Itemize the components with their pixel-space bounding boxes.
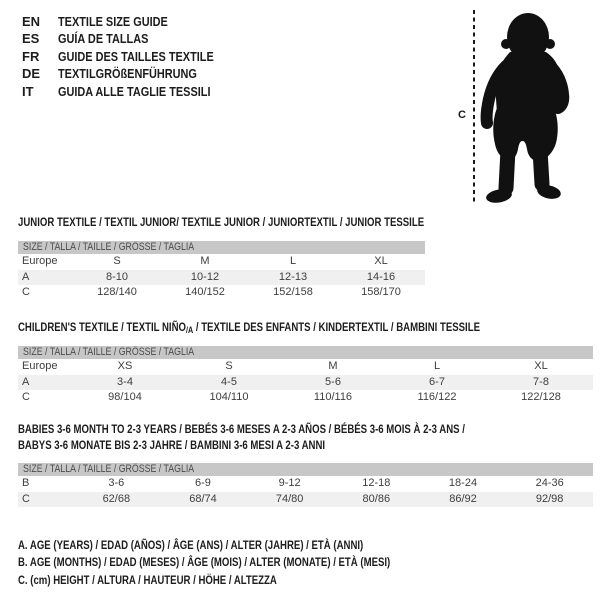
size-cell: 68/74 — [189, 492, 217, 505]
size-cell: 6-7 — [429, 375, 445, 388]
children-title-post: / TEXTILE DES ENFANTS / KINDERTEXTIL / BAMBINI TESSILE — [193, 320, 480, 334]
size-cell: 98/104 — [108, 391, 142, 403]
table-row-age — [18, 375, 593, 391]
lang-title: TEXTILGRÖßENFÜHRUNG — [58, 66, 197, 82]
children-title-sub: /A — [185, 325, 194, 335]
size-cell: 12-13 — [278, 270, 308, 283]
language-title-list — [22, 13, 243, 100]
size-cell: 8-10 — [105, 270, 129, 283]
size-cell: 92/98 — [535, 492, 564, 505]
row-label: C — [22, 286, 30, 298]
size-header-label: SIZE / TALLA / TAILLE / GRÖSSE / TAGLIA — [23, 463, 195, 475]
size-cell: S — [113, 255, 121, 267]
table-row-age-months — [18, 476, 593, 492]
lang-title: TEXTILE SIZE GUIDE — [58, 14, 168, 29]
babies-title-line1: BABIES 3-6 MONTH TO 2-3 YEARS / BEBÉS 3-6 MESES A 2-3 AÑOS / BÉBÉS 3-6 MOIS À 2-3 ANS / — [18, 422, 465, 436]
lang-code: ES — [22, 31, 40, 47]
note-age-years: A. AGE (YEARS) / EDAD (AÑOS) / ÂGE (ANS) / ALTER (JAHRE) / ETÀ (ANNI) — [18, 538, 364, 552]
row-label: A — [22, 375, 30, 388]
row-label: Europe — [22, 255, 58, 267]
note-height-cm: C. (cm) HEIGHT / ALTURA / HAUTEUR / HÖHE / ALTEZZA — [18, 572, 277, 587]
lang-title: GUIDE DES TAILLES TEXTILE — [58, 48, 214, 64]
size-cell: 7-8 — [533, 375, 549, 388]
legend-notes — [18, 537, 483, 589]
lang-title: GUIDA ALLE TAGLIE TESSILI — [58, 83, 211, 99]
note-age-months: B. AGE (MONTHS) / EDAD (MESES) / ÂGE (MOIS) / ALTER (MONATE) / ETÀ (MESI) — [18, 555, 391, 570]
size-cell: 158/170 — [361, 286, 401, 298]
lang-row-es — [22, 30, 243, 47]
row-label: A — [22, 270, 30, 283]
lang-row-de — [22, 65, 243, 82]
size-cell: 14-16 — [366, 270, 396, 283]
junior-section-title — [18, 215, 526, 231]
lang-row-fr — [22, 48, 243, 65]
baby-silhouette — [485, 13, 563, 205]
lang-code: FR — [22, 48, 40, 64]
size-cell: 74/80 — [275, 492, 304, 505]
size-cell: M — [328, 360, 338, 372]
size-cell: M — [200, 255, 210, 267]
babies-size-table — [18, 463, 593, 507]
lang-code: EN — [22, 14, 41, 29]
table-row-height — [18, 390, 593, 406]
lang-code: IT — [22, 83, 34, 99]
size-header-bar — [18, 241, 425, 254]
size-cell: 9-12 — [278, 477, 301, 489]
size-cell: 12-18 — [362, 477, 391, 489]
children-section-title — [18, 320, 595, 339]
size-header-bar — [18, 346, 593, 359]
size-cell: 122/128 — [521, 391, 561, 403]
lang-row-it — [22, 83, 243, 100]
size-cell: 110/116 — [313, 391, 353, 403]
lang-row-en — [22, 13, 243, 30]
size-cell: 80/86 — [362, 492, 391, 505]
size-cell: 24-36 — [535, 477, 564, 489]
row-label: C — [22, 391, 30, 403]
size-cell: 86/92 — [449, 492, 477, 505]
table-row-height — [18, 492, 593, 508]
size-cell: 18-24 — [448, 477, 478, 489]
size-cell: 4-5 — [221, 375, 237, 388]
size-cell: 62/68 — [102, 492, 131, 505]
size-cell: 10-12 — [190, 270, 220, 283]
lang-title: GUÍA DE TALLAS — [58, 31, 149, 47]
size-cell: XS — [117, 360, 133, 372]
row-label: Europe — [22, 360, 58, 372]
size-cell: 140/152 — [185, 286, 225, 298]
size-cell: 5-6 — [325, 375, 341, 388]
size-cell: XL — [534, 360, 548, 372]
size-header-label: SIZE / TALLA / TAILLE / GRÖSSE / TAGLIA — [23, 241, 195, 253]
babies-title-line2: BABYS 3-6 MONATE BIS 2-3 JAHRE / BAMBINI 3-6 MESI A 2-3 ANNI — [18, 437, 326, 452]
junior-size-table — [18, 241, 425, 301]
size-cell: 152/158 — [273, 286, 313, 298]
size-cell: 3-4 — [117, 375, 133, 388]
size-header-bar — [18, 463, 593, 476]
size-cell: 128/140 — [97, 286, 137, 298]
size-cell: 3-6 — [108, 477, 125, 489]
children-title-pre: CHILDREN'S TEXTILE / TEXTIL NIÑO — [18, 320, 186, 334]
children-section-title-text — [18, 320, 480, 339]
row-label: C — [22, 492, 30, 505]
size-header-label: SIZE / TALLA / TAILLE / GRÖSSE / TAGLIA — [23, 346, 195, 358]
baby-silhouette-figure — [450, 2, 600, 214]
babies-section-title — [18, 422, 577, 453]
size-cell: 116/122 — [417, 391, 457, 403]
size-cell: XL — [374, 255, 388, 267]
size-cell: L — [433, 360, 441, 372]
size-cell: 6-9 — [195, 477, 211, 489]
table-row-europe — [18, 359, 593, 375]
row-label: B — [22, 477, 30, 489]
lang-code: DE — [22, 66, 41, 82]
children-size-table — [18, 346, 593, 406]
size-cell: 104/110 — [209, 391, 249, 403]
table-row-height — [18, 285, 425, 301]
size-cell: S — [225, 360, 233, 372]
table-row-europe — [18, 254, 425, 270]
size-cell: L — [289, 255, 297, 267]
junior-section-title-text: JUNIOR TEXTILE / TEXTIL JUNIOR/ TEXTILE JUNIOR / JUNIORTEXTIL / JUNIOR TESSILE — [18, 215, 425, 229]
table-row-age — [18, 270, 425, 286]
height-measure-label: C — [458, 109, 466, 121]
